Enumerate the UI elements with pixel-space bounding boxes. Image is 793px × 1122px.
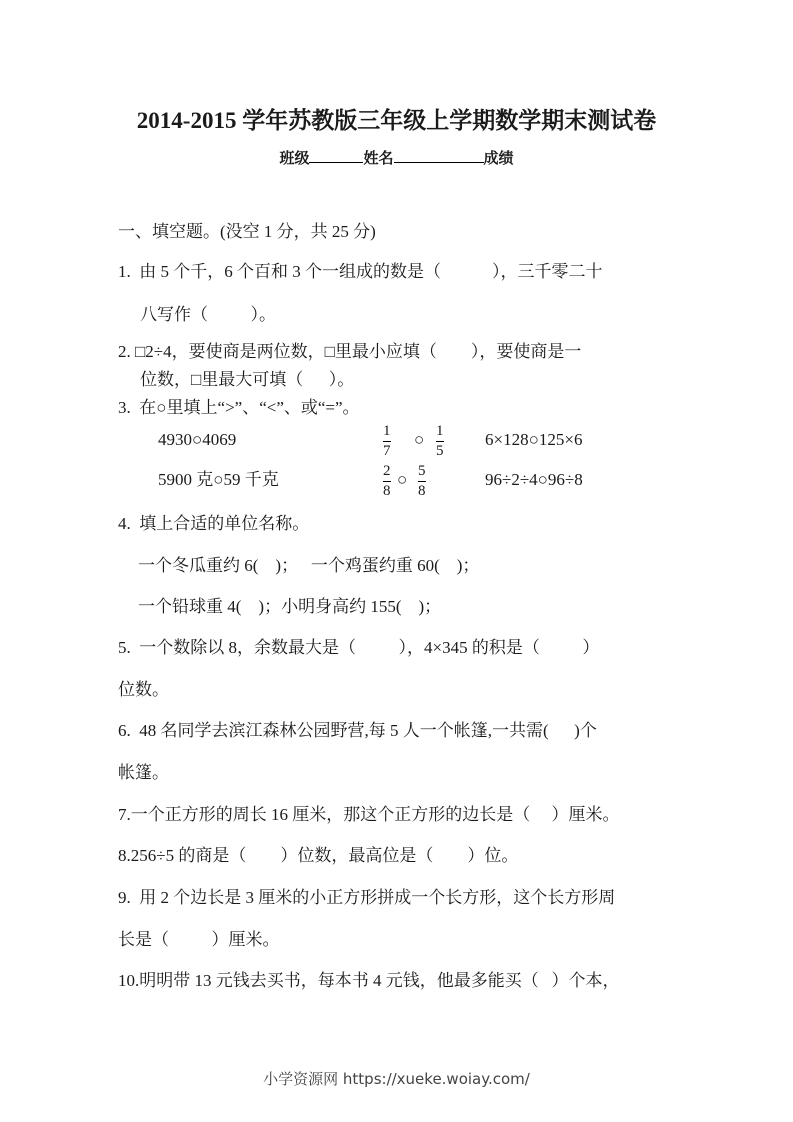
question-2-line-2: 位数，□里最大可填（ ）。 <box>140 370 355 389</box>
name-label: 姓名 <box>363 149 394 167</box>
fraction-1-7: 1 7 <box>383 423 391 459</box>
question-3-prompt: 3. 在○里填上“>”、“<”、或“=”。 <box>118 398 360 417</box>
question-6-line-2: 帐篷。 <box>118 763 169 782</box>
compare-2a: 5900 克○59 千克 <box>158 470 279 489</box>
class-label: 班级 <box>279 149 310 167</box>
score-label: 成绩 <box>483 149 514 167</box>
question-9-line-2: 长是（ ）厘米。 <box>118 930 280 949</box>
compare-1c: 6×128○125×6 <box>485 430 583 449</box>
question-4-line-2: 一个冬瓜重约 6( )； 一个鸡蛋约重 60( )； <box>138 556 480 575</box>
fraction-1-5: 1 5 <box>436 423 444 459</box>
page-title: 2014-2015 学年苏教版三年级上学期数学期末测试卷 <box>136 108 657 133</box>
compare-circle: ○ <box>414 430 425 449</box>
question-4-prompt: 4. 填上合适的单位名称。 <box>118 514 310 533</box>
class-blank <box>309 148 363 163</box>
question-9-line-1: 9. 用 2 个边长是 3 厘米的小正方形拼成一个长方形，这个长方形周 <box>118 888 616 907</box>
question-5-line-2: 位数。 <box>118 680 169 699</box>
question-10: 10.明明带 13 元钱去买书，每本书 4 元钱，他最多能买（ ）个本， <box>118 971 620 990</box>
question-2-line-1: 2. □2÷4，要使商是两位数，□里最小应填（ ），要使商是一 <box>118 342 582 361</box>
question-1-line-2: 八写作（ ）。 <box>140 305 276 324</box>
question-6-line-1: 6. 48 名同学去滨江森林公园野营,每 5 人一个帐篷,一共需( )个 <box>118 721 597 740</box>
section-heading: 一、填空题。(没空 1 分，共 25 分) <box>118 222 376 241</box>
question-4-line-3: 一个铅球重 4( )；小明身高约 155( )； <box>138 597 442 616</box>
fraction-5-8: 5 8 <box>418 463 426 499</box>
compare-1a: 4930○4069 <box>158 430 237 449</box>
question-1-line-1: 1. 由 5 个千，6 个百和 3 个一组成的数是（ ），三千零二十 <box>118 262 603 281</box>
question-5-line-1: 5. 一个数除以 8，余数最大是（ ），4×345 的积是（ ） <box>118 638 600 657</box>
compare-circle: ○ <box>397 470 408 489</box>
footer-watermark: 小学资源网 https://xueke.woiay.com/ <box>263 1070 530 1088</box>
fraction-2-8: 2 8 <box>383 463 391 499</box>
question-8: 8.256÷5 的商是（ ）位数，最高位是（ ）位。 <box>118 846 519 865</box>
name-blank <box>394 148 484 163</box>
compare-2c: 96÷2÷4○96÷8 <box>485 470 583 489</box>
question-7: 7.一个正方形的周长 16 厘米，那这个正方形的边长是（ ）厘米。 <box>118 805 620 824</box>
student-info <box>0 147 793 168</box>
